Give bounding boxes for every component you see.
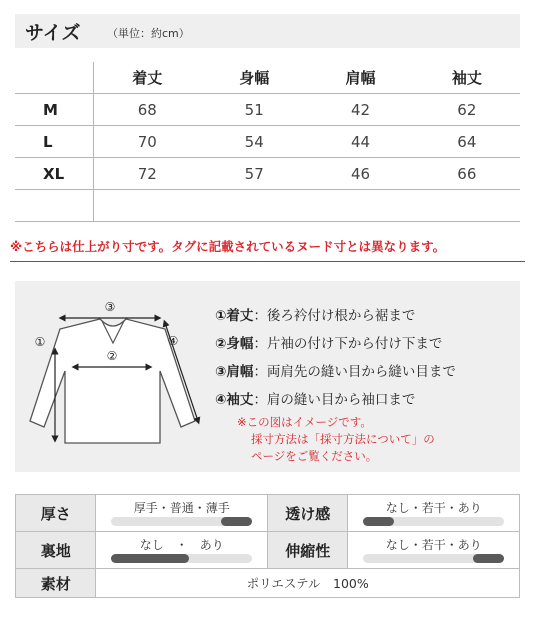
thickness-label: 厚さ [16, 495, 96, 532]
fabric-attributes-table [15, 494, 520, 598]
size-note: ※こちらは仕上がり寸です。タグに記載されているヌード寸とは異なります。 [10, 239, 446, 254]
size-title: サイズ [25, 22, 81, 44]
size-table [15, 62, 520, 222]
sheer-options: なし・若干・あり [385, 501, 482, 515]
diagram-note-1: ※この図はイメージです。 [237, 415, 372, 429]
table-row [15, 158, 520, 190]
size-label: XL [15, 158, 93, 190]
stretch-options: なし・若干・あり [385, 538, 482, 552]
size-label: M [15, 94, 93, 126]
table-cell: 70 [93, 126, 201, 158]
table-row [15, 190, 520, 222]
measurement-panel [15, 281, 520, 472]
table-row [16, 569, 520, 598]
stretch-cell [348, 532, 520, 569]
stretch-indicator [473, 554, 504, 563]
table-row [15, 94, 520, 126]
marker-2: ② [106, 349, 118, 363]
table-cell [307, 190, 413, 222]
lining-cell [96, 532, 268, 569]
table-cell: 72 [93, 158, 201, 190]
lining-indicator [111, 554, 188, 563]
table-cell [201, 190, 307, 222]
table-row [16, 532, 520, 569]
shirt-diagram [15, 281, 215, 472]
marker-3: ③ [104, 300, 116, 314]
material-label: 素材 [16, 569, 96, 598]
size-unit: （単位：約cm） [107, 27, 190, 40]
stretch-label: 伸縮性 [267, 532, 347, 569]
lining-scale [111, 554, 252, 563]
size-label: L [15, 126, 93, 158]
table-cell: 42 [307, 94, 413, 126]
table-cell: 64 [414, 126, 520, 158]
diagram-note-3: ページをご覧ください。 [251, 449, 378, 463]
table-cell: 68 [93, 94, 201, 126]
legend-length: ①着丈：後ろ衿付け根から裾まで [215, 308, 416, 324]
table-cell: 51 [201, 94, 307, 126]
size-table-header-row [15, 62, 520, 94]
lining-options: なし ・ あり [139, 538, 224, 552]
legend-shoulder: ③肩幅：両肩先の縫い目から縫い目まで [215, 364, 456, 380]
legend-sleeve: ④袖丈：肩の縫い目から袖口まで [215, 392, 416, 408]
sheer-scale [363, 517, 504, 526]
sheer-label: 透け感 [267, 495, 347, 532]
thickness-indicator [221, 517, 252, 526]
lining-label: 裏地 [16, 532, 96, 569]
sheer-cell [348, 495, 520, 532]
size-table-corner [15, 62, 93, 94]
marker-1: ① [34, 335, 46, 349]
column-header: 身幅 [201, 62, 307, 94]
thickness-cell [96, 495, 268, 532]
column-header: 肩幅 [307, 62, 413, 94]
sheer-indicator [363, 517, 394, 526]
table-cell [93, 190, 201, 222]
table-cell: 66 [414, 158, 520, 190]
table-cell: 62 [414, 94, 520, 126]
table-cell: 46 [307, 158, 413, 190]
table-row [16, 495, 520, 532]
table-cell: 54 [201, 126, 307, 158]
note-underline [10, 261, 525, 262]
table-cell: 57 [201, 158, 307, 190]
material-value: ポリエステル 100% [96, 569, 520, 598]
stretch-scale [363, 554, 504, 563]
table-cell: 44 [307, 126, 413, 158]
size-label [15, 190, 93, 222]
table-row [15, 126, 520, 158]
table-cell [414, 190, 520, 222]
thickness-scale [111, 517, 252, 526]
thickness-options: 厚手・普通・薄手 [133, 501, 230, 515]
size-header [15, 14, 520, 48]
marker-4: ④ [167, 334, 179, 348]
diagram-note-2: 採寸方法は「採寸方法について」の [251, 432, 435, 446]
column-header: 袖丈 [414, 62, 520, 94]
legend-body-width: ②身幅：片袖の付け下から付け下まで [215, 336, 443, 352]
column-header: 着丈 [93, 62, 201, 94]
